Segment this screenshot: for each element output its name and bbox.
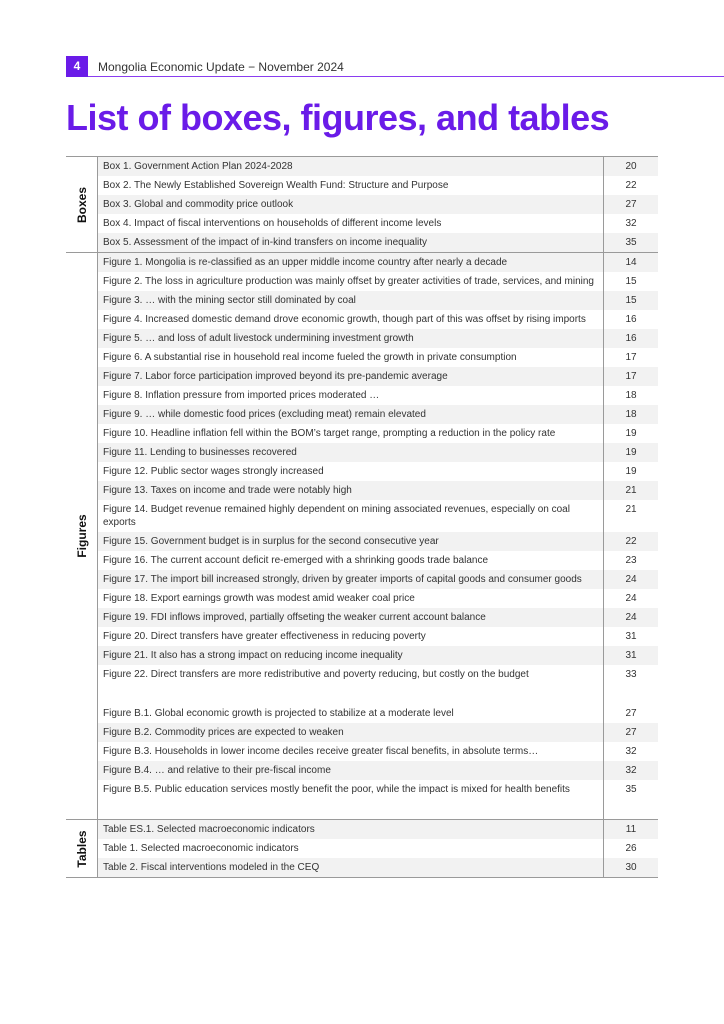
toc-row[interactable]: [98, 761, 658, 780]
entry-page-number: 23: [625, 555, 637, 566]
entry-page-number: 18: [625, 409, 637, 420]
entry-title: Figure 18. Export earnings growth was modest amid weaker coal price: [98, 589, 604, 608]
toc-row[interactable]: [98, 665, 658, 684]
toc-row[interactable]: [98, 424, 658, 443]
page-number: 4: [66, 56, 88, 77]
tables-label-cell: [66, 820, 98, 877]
entry-page-number: 21: [625, 504, 637, 515]
toc-row[interactable]: [98, 723, 658, 742]
spacer-cell: [98, 684, 604, 704]
entry-title: Table 1. Selected macroeconomic indicators: [98, 839, 604, 858]
toc-row[interactable]: [98, 500, 658, 532]
entry-page-number: 24: [625, 612, 637, 623]
entry-title: Figure 15. Government budget is in surplus for the second consecutive year: [98, 532, 604, 551]
entry-page-number: 19: [625, 447, 637, 458]
entry-title: Figure 19. FDI inflows improved, partially offseting the weaker current account balance: [98, 608, 604, 627]
entry-title: Figure 16. The current account deficit re-emerged with a shrinking goods trade balance: [98, 551, 604, 570]
toc-row[interactable]: [98, 157, 658, 176]
entry-page-number: 16: [625, 333, 637, 344]
entry-title: Table 2. Fiscal interventions modeled in the CEQ: [98, 858, 604, 877]
spacer-row: [98, 684, 658, 704]
entry-title: Figure B.5. Public education services mostly benefit the poor, while the impact is mixed for health benefits: [98, 780, 604, 799]
entry-page-number: 35: [625, 784, 637, 795]
entry-title: Figure 6. A substantial rise in household real income fueled the growth in private consumption: [98, 348, 604, 367]
boxes-label: Boxes: [74, 186, 89, 223]
toc-row[interactable]: [98, 443, 658, 462]
entry-page-number: 31: [625, 631, 637, 642]
entry-page-number: 24: [625, 574, 637, 585]
toc-row[interactable]: [98, 627, 658, 646]
page-header: [66, 56, 724, 77]
toc-row[interactable]: [98, 646, 658, 665]
spacer-page-cell: [604, 684, 658, 704]
spacer-page-cell: [604, 799, 658, 819]
toc-row[interactable]: [98, 272, 658, 291]
toc-row[interactable]: [98, 839, 658, 858]
entry-page-number: 15: [625, 295, 637, 306]
toc-row[interactable]: [98, 481, 658, 500]
entry-title: Figure B.1. Global economic growth is projected to stabilize at a moderate level: [98, 704, 604, 723]
entry-page-number: 15: [625, 276, 637, 287]
toc-row[interactable]: [98, 386, 658, 405]
toc-row[interactable]: [98, 348, 658, 367]
toc-row[interactable]: [98, 367, 658, 386]
entry-title: Figure 9. … while domestic food prices (excluding meat) remain elevated: [98, 405, 604, 424]
toc-row[interactable]: [98, 253, 658, 272]
entry-page-number: 22: [625, 180, 637, 191]
entry-title: Box 4. Impact of fiscal interventions on households of different income levels: [98, 214, 604, 233]
entry-title: Figure 17. The import bill increased strongly, driven by greater imports of capital goods and consumer goods: [98, 570, 604, 589]
entry-page-number: 32: [625, 746, 637, 757]
entry-title: Figure 3. … with the mining sector still dominated by coal: [98, 291, 604, 310]
toc-row[interactable]: [98, 214, 658, 233]
figures-label: Figures: [74, 514, 89, 558]
figures-entries: [98, 253, 658, 819]
entry-page-number: 17: [625, 352, 637, 363]
toc-row[interactable]: [98, 195, 658, 214]
entry-page-number: 22: [625, 536, 637, 547]
entry-title: Box 2. The Newly Established Sovereign Wealth Fund: Structure and Purpose: [98, 176, 604, 195]
entry-page-number: 27: [625, 727, 637, 738]
toc-row[interactable]: [98, 329, 658, 348]
entry-title: Figure 13. Taxes on income and trade were notably high: [98, 481, 604, 500]
boxes-label-cell: [66, 157, 98, 252]
toc-row[interactable]: [98, 742, 658, 761]
entry-page-number: 27: [625, 199, 637, 210]
toc-row[interactable]: [98, 291, 658, 310]
entry-page-number: 30: [625, 862, 637, 873]
entry-title: Figure 7. Labor force participation improved beyond its pre-pandemic average: [98, 367, 604, 386]
spacer-row: [98, 799, 658, 819]
toc-row[interactable]: [98, 858, 658, 877]
entry-title: Figure 5. … and loss of adult livestock undermining investment growth: [98, 329, 604, 348]
toc-row[interactable]: [98, 462, 658, 481]
toc-row[interactable]: [98, 704, 658, 723]
figures-section: [66, 252, 658, 819]
toc-row[interactable]: [98, 820, 658, 839]
tables-label: Tables: [74, 829, 89, 868]
toc-row[interactable]: [98, 310, 658, 329]
toc-row[interactable]: [98, 233, 658, 252]
entry-page-number: 33: [625, 669, 637, 680]
entry-page-number: 11: [625, 824, 637, 835]
entry-page-number: 27: [625, 708, 637, 719]
entry-page-number: 35: [625, 237, 637, 248]
entry-page-number: 31: [625, 650, 637, 661]
toc-row[interactable]: [98, 176, 658, 195]
entry-page-number: 21: [625, 485, 637, 496]
entry-page-number: 14: [625, 257, 637, 268]
entry-title: Figure 4. Increased domestic demand drove economic growth, though part of this was offset by rising imports: [98, 310, 604, 329]
toc-row[interactable]: [98, 589, 658, 608]
entry-title: Figure B.2. Commodity prices are expected to weaken: [98, 723, 604, 742]
tables-entries: [98, 820, 658, 877]
document-title: Mongolia Economic Update − November 2024: [98, 60, 344, 74]
entry-page-number: 32: [625, 218, 637, 229]
entry-title: Figure 21. It also has a strong impact on reducing income inequality: [98, 646, 604, 665]
boxes-section: [66, 156, 658, 252]
entry-page-number: 32: [625, 765, 637, 776]
entry-page-number: 19: [625, 428, 637, 439]
toc-row[interactable]: [98, 551, 658, 570]
contents-table: [66, 156, 658, 878]
entry-title: Box 1. Government Action Plan 2024-2028: [98, 157, 604, 176]
toc-row[interactable]: [98, 532, 658, 551]
page-title: List of boxes, figures, and tables: [66, 97, 610, 138]
entry-title: Figure B.3. Households in lower income deciles receive greater fiscal benefits, in absolute terms…: [98, 742, 604, 761]
toc-row[interactable]: [98, 570, 658, 589]
entry-title: Figure 2. The loss in agriculture production was mainly offset by greater activities of trade, services, and mining: [98, 272, 604, 291]
entry-title: Figure B.4. … and relative to their pre-fiscal income: [98, 761, 604, 780]
toc-row[interactable]: [98, 608, 658, 627]
entry-title: Figure 11. Lending to businesses recovered: [98, 443, 604, 462]
tables-section: [66, 819, 658, 878]
entry-page-number: 24: [625, 593, 637, 604]
entry-title: Figure 10. Headline inflation fell within the BOM’s target range, prompting a reduction in the policy rate: [98, 424, 604, 443]
boxes-entries: [98, 157, 658, 252]
entry-page-number: 18: [625, 390, 637, 401]
entry-title: Figure 12. Public sector wages strongly increased: [98, 462, 604, 481]
toc-row[interactable]: [98, 405, 658, 424]
entry-title: Table ES.1. Selected macroeconomic indicators: [98, 820, 604, 839]
entry-title: Figure 22. Direct transfers are more redistributive and poverty reducing, but costly on the budget: [98, 665, 604, 684]
entry-page-number: 20: [625, 161, 637, 172]
figures-label-cell: [66, 253, 98, 819]
entry-title: Figure 1. Mongolia is re-classified as an upper middle income country after nearly a decade: [98, 253, 604, 272]
entry-title: Figure 20. Direct transfers have greater effectiveness in reducing poverty: [98, 627, 604, 646]
entry-page-number: 17: [625, 371, 637, 382]
entry-title: Box 5. Assessment of the impact of in-kind transfers on income inequality: [98, 233, 604, 252]
entry-title: Figure 8. Inflation pressure from imported prices moderated …: [98, 386, 604, 405]
toc-row[interactable]: [98, 780, 658, 799]
entry-page-number: 19: [625, 466, 637, 477]
spacer-cell: [98, 799, 604, 819]
entry-page-number: 26: [625, 843, 637, 854]
entry-title: Box 3. Global and commodity price outlook: [98, 195, 604, 214]
entry-page-number: 16: [625, 314, 637, 325]
entry-title: Figure 14. Budget revenue remained highly dependent on mining associated revenues, especially on coal exports: [98, 500, 604, 532]
